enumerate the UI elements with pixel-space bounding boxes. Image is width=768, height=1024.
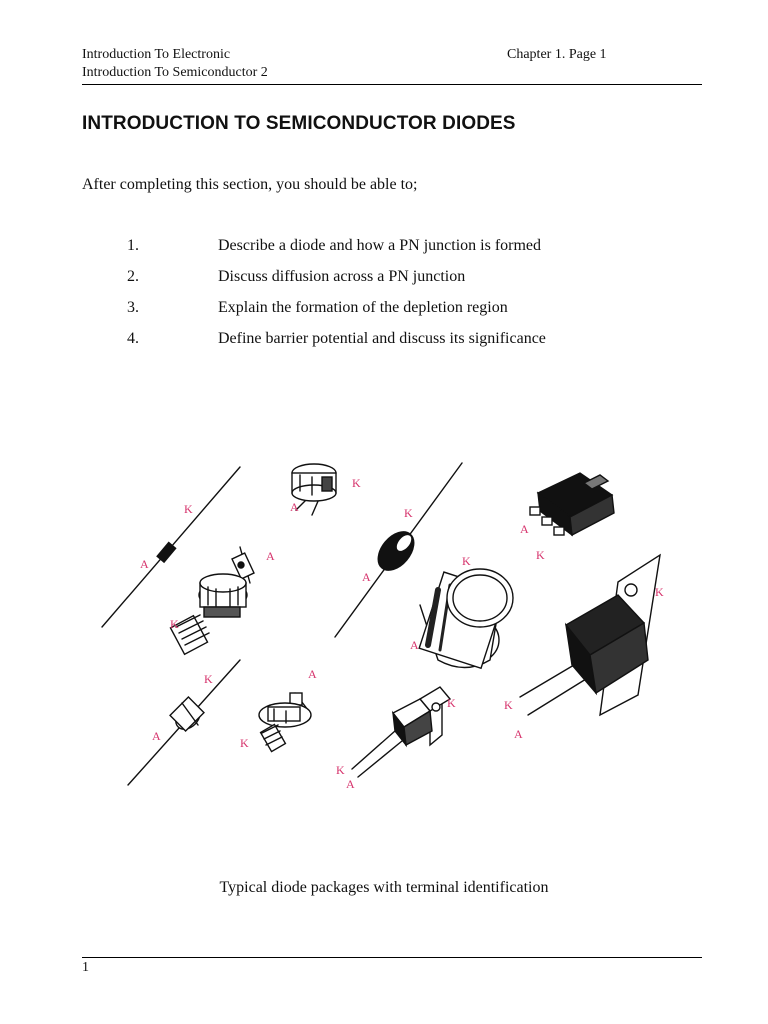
label-cathode: K — [184, 502, 193, 516]
label-anode: A — [362, 570, 371, 584]
label-cathode: K — [404, 506, 413, 520]
objective-text: Explain the formation of the depletion region — [218, 299, 508, 316]
label-cathode: K — [352, 476, 361, 490]
diode-packages-figure — [90, 455, 690, 800]
surface-mount-diode — [530, 473, 614, 535]
footer-rule — [82, 957, 702, 958]
objective-text: Define barrier potential and discuss its significance — [218, 330, 546, 347]
objective-number: 1. — [127, 237, 139, 254]
objective-number: 4. — [127, 330, 139, 347]
header-chapter-page: Chapter 1. Page 1 — [507, 47, 607, 62]
stud-mount-diode — [170, 547, 254, 654]
intro-paragraph: After completing this section, you should be able to; — [82, 176, 418, 193]
label-cathode: K — [170, 617, 179, 631]
header-course-title: Introduction To Electronic — [82, 47, 231, 62]
header-rule — [82, 84, 702, 85]
objective-text: Describe a diode and how a PN junction is formed — [218, 237, 542, 254]
label-cathode: K — [655, 585, 664, 599]
label-anode: A — [520, 522, 529, 536]
objective-number: 3. — [127, 299, 139, 316]
label-cathode: K — [462, 554, 471, 568]
label-anode: A — [152, 729, 161, 743]
header-section-title: Introduction To Semiconductor 2 — [82, 65, 268, 80]
objective-text: Discuss diffusion across a PN junction — [218, 268, 466, 285]
label-anode: A — [290, 500, 299, 514]
figure-caption: Typical diode packages with terminal identification — [219, 879, 549, 896]
label-anode: A — [308, 667, 317, 681]
axial-diode-glass — [128, 660, 240, 785]
to220-diode-large — [520, 555, 660, 715]
stud-mount-diode-small — [259, 693, 311, 752]
page-title: INTRODUCTION TO SEMICONDUCTOR DIODES — [82, 113, 516, 134]
label-anode: A — [140, 557, 149, 571]
to220-diode-small — [352, 687, 450, 777]
objective-number: 2. — [127, 268, 139, 285]
label-anode: A — [266, 549, 275, 563]
label-cathode: K — [336, 763, 345, 777]
label-anode: A — [346, 777, 355, 791]
label-anode: A — [410, 638, 419, 652]
label-cathode: K — [240, 736, 249, 750]
label-anode: A — [514, 727, 523, 741]
label-cathode: K — [536, 548, 545, 562]
label-cathode: K — [504, 698, 513, 712]
can-diode-large — [419, 569, 513, 668]
label-cathode: K — [204, 672, 213, 686]
page-number: 1 — [82, 960, 89, 975]
label-cathode: K — [447, 696, 456, 710]
